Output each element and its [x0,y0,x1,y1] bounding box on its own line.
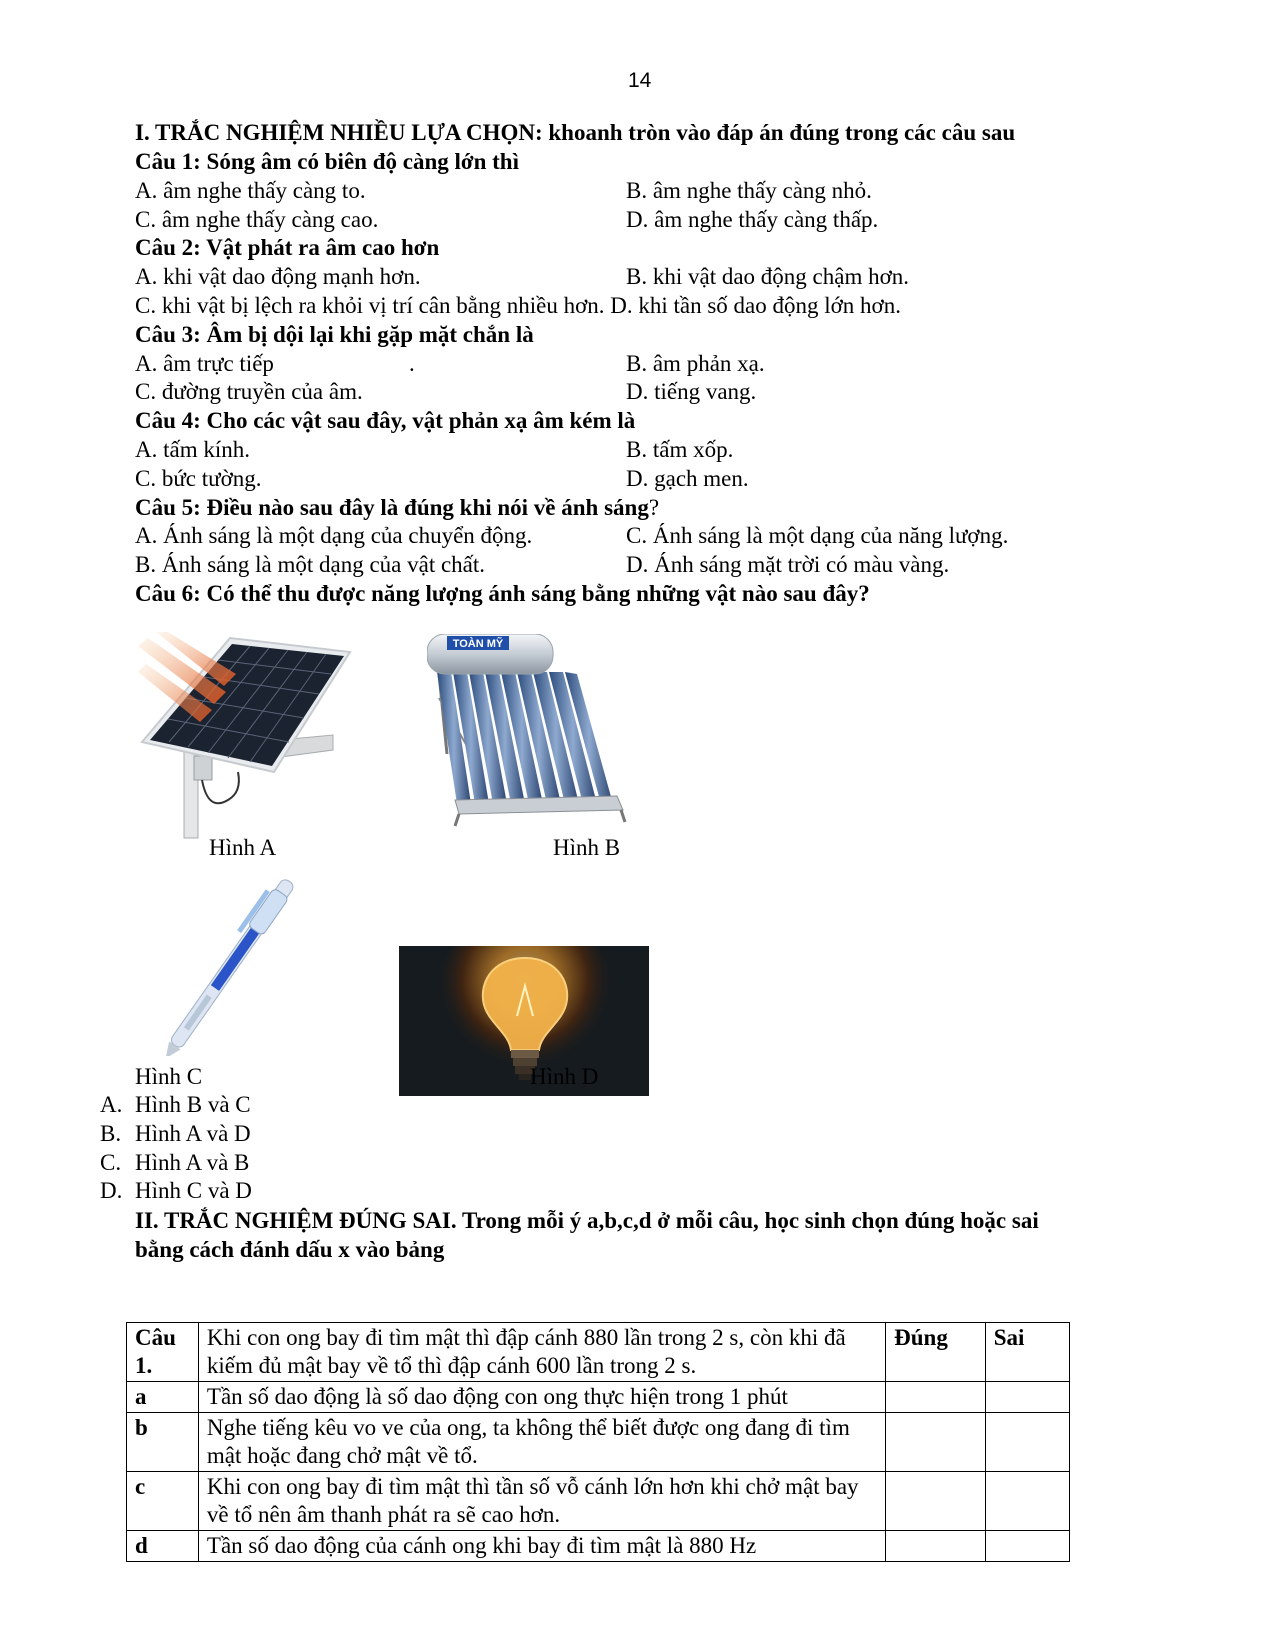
q5-option-b: B. Ánh sáng là một dạng của vật chất. [135,552,486,577]
option-text: Hình B và C [135,1092,251,1117]
false-answer-cell[interactable] [985,1382,1069,1413]
q1-option-b: B. âm nghe thấy càng nhỏ. [626,178,872,203]
q1-option-c: C. âm nghe thấy càng cao. [135,207,379,232]
q5-option-c: C. Ánh sáng là một dạng của năng lượng. [626,523,1009,548]
figure-d-caption: Hình D [530,1064,599,1089]
q6-option-a [100,1090,251,1119]
option-letter: A. [100,1092,123,1117]
option-text: Hình A và B [135,1150,250,1175]
q3-option-b: B. âm phản xạ. [626,351,765,376]
q1-question: Câu 1: Sóng âm có biên độ càng lớn thì [135,149,519,174]
false-answer-cell[interactable] [985,1413,1069,1472]
row-statement: Tần số dao động là số dao động con ong thực hiện trong 1 phút [198,1382,885,1413]
q3-option-d: D. tiếng vang. [626,379,757,404]
q5-question-mark: ? [648,495,660,520]
q4-option-c: C. bức tường. [135,466,262,491]
option-letter: B. [100,1121,122,1146]
q2-option-cd: C. khi vật bị lệch ra khỏi vị trí cân bằng nhiều hơn. D. khi tần số dao động lớn hơn. [135,293,901,318]
true-false-table [126,1322,1070,1562]
table-row [127,1531,1070,1562]
q1-option-d: D. âm nghe thấy càng thấp. [626,207,879,232]
q5-question: Câu 5: Điều nào sau đây là đúng khi nói về ánh sáng [135,495,649,520]
question-stem-cell: Khi con ong bay đi tìm mật thì đập cánh 880 lần trong 2 s, còn khi đã kiếm đủ mật bay về tổ thì đập cánh 600 lần trong 2 s. [198,1323,885,1382]
false-answer-cell[interactable] [985,1531,1069,1562]
figure-c-caption: Hình C [135,1064,203,1089]
q3-option-a: A. âm trực tiếp [135,351,274,376]
q3-question: Câu 3: Âm bị dội lại khi gặp mặt chắn là [135,322,534,347]
section1-title: I. TRẮC NGHIỆM NHIỀU LỰA CHỌN: khoanh tròn vào đáp án đúng trong các câu sau [135,120,1016,145]
table-row [127,1413,1070,1472]
solar-panel-image [138,632,368,844]
section2-title-line1: II. TRẮC NGHIỆM ĐÚNG SAI. Trong mỗi ý a,b,c,d ở mỗi câu, học sinh chọn đúng hoặc sai [135,1208,1039,1233]
true-answer-cell[interactable] [886,1382,986,1413]
figure-b-caption: Hình B [553,835,621,860]
true-answer-cell[interactable] [886,1472,986,1531]
q4-option-d: D. gạch men. [626,466,749,491]
pen-image [143,872,323,1056]
true-answer-cell[interactable] [886,1531,986,1562]
row-statement: Nghe tiếng kêu vo ve của ong, ta không thể biết được ong đang đi tìm mật hoặc đang chở mật về tổ. [198,1413,885,1472]
page-number: 14 [628,69,652,92]
option-letter: D. [100,1178,123,1203]
false-column-header: Sai [985,1323,1069,1382]
heater-brand-label: TOÀN MỸ [452,638,504,650]
question-label-cell: Câu 1. [127,1323,199,1382]
light-bulb-image [399,946,649,1096]
option-text: Hình C và D [135,1178,252,1203]
option-text: Hình A và D [135,1121,251,1146]
option-letter: C. [100,1150,122,1175]
q6-option-c [100,1148,250,1177]
q4-option-a: A. tấm kính. [135,437,250,462]
q6-question: Câu 6: Có thể thu được năng lượng ánh sáng bằng những vật nào sau đây? [135,581,870,606]
table-row [127,1382,1070,1413]
q5-option-a: A. Ánh sáng là một dạng của chuyển động. [135,523,533,548]
row-statement: Khi con ong bay đi tìm mật thì tần số vỗ cánh lớn hơn khi chở mật bay về tổ nên âm thanh phát ra sẽ cao hơn. [198,1472,885,1531]
q5-option-d: D. Ánh sáng mặt trời có màu vàng. [626,552,950,577]
q3-stray-dot: . [409,351,415,376]
q4-option-b: B. tấm xốp. [626,437,734,462]
row-label: d [127,1531,199,1562]
table-row [127,1472,1070,1531]
row-label: c [127,1472,199,1531]
table-header-row [127,1323,1070,1382]
q5-question-line [135,493,659,522]
section2-title-line2: bằng cách đánh dấu x vào bảng [135,1237,445,1262]
q2-question: Câu 2: Vật phát ra âm cao hơn [135,235,440,260]
row-label: a [127,1382,199,1413]
figure-a-caption: Hình A [209,835,277,860]
solar-water-heater-image [427,634,635,830]
q6-option-b [100,1119,251,1148]
q6-option-d [100,1176,252,1205]
q4-question: Câu 4: Cho các vật sau đây, vật phản xạ âm kém là [135,408,636,433]
row-label: b [127,1413,199,1472]
row-statement: Tần số dao động của cánh ong khi bay đi tìm mật là 880 Hz [198,1531,885,1562]
q2-option-b: B. khi vật dao động chậm hơn. [626,264,910,289]
true-column-header: Đúng [886,1323,986,1382]
q1-option-a: A. âm nghe thấy càng to. [135,178,366,203]
q3-option-c: C. đường truyền của âm. [135,379,363,404]
false-answer-cell[interactable] [985,1472,1069,1531]
q2-option-a: A. khi vật dao động mạnh hơn. [135,264,421,289]
true-answer-cell[interactable] [886,1413,986,1472]
